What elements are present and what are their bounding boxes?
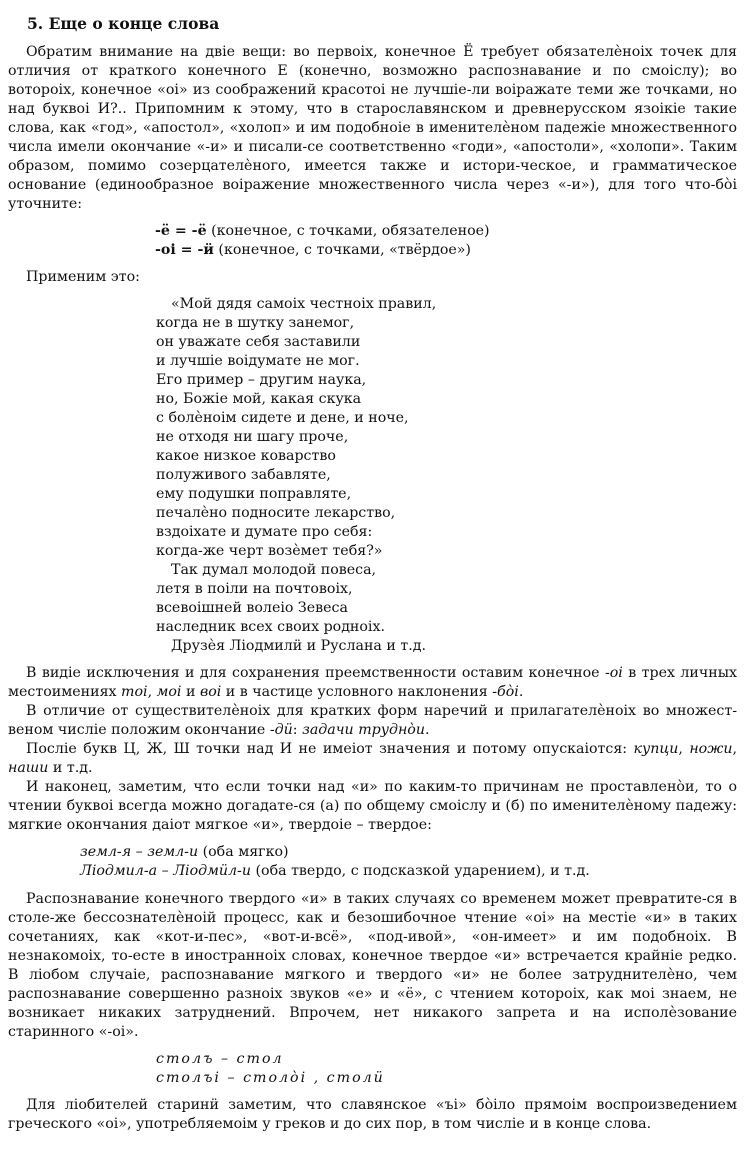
- poem-line: он уважате себя заставили: [156, 334, 361, 350]
- equation-formula: -ё = -ё: [155, 223, 207, 239]
- poem-line: Его пример – другим наука,: [156, 372, 367, 388]
- equation-note: (конечное, с точками, «твёрдое»): [213, 242, 471, 258]
- poem-line: вздоіхате и думате про себя:: [156, 524, 373, 540]
- poem-line: летя в поіли на почтовоіх,: [156, 581, 353, 597]
- poem-line: наследник всех своих родноіх.: [156, 619, 385, 635]
- example-line: столъі – столòі , столӥ: [156, 1070, 385, 1086]
- example-line: столъ – стол: [156, 1051, 284, 1067]
- poem-line: не отходя ни шагу проче,: [156, 429, 349, 445]
- example-block-nominative: [80, 843, 737, 881]
- poem-line: ему подушки поправляте,: [156, 486, 352, 502]
- poem-line: Друзѐя Ліодмилӥ и Руслана и т.д.: [171, 638, 426, 654]
- poem-line: всевоішней волеіо Зевеса: [156, 600, 348, 616]
- section-title: 5. Еще о конце слова: [27, 14, 220, 33]
- example-line: земл-я – земл-и (оба мягко): [80, 844, 289, 860]
- paragraph-exception: В видіе исключения и для сохранения преемственности оставим конечное -оі в трех личных местоимениях тоі, моі и воі и в частице условного наклонения -бòі.: [8, 665, 737, 700]
- poem-line: Так думал молодой повеса,: [171, 562, 377, 578]
- poem-line: какое низкое коварство: [156, 448, 336, 464]
- equation-block: [155, 222, 737, 260]
- poem-block: [156, 295, 737, 656]
- poem-line: с болѐноім сидете и дене, и ноче,: [156, 410, 409, 426]
- poem-line: полуживого забавляте,: [156, 467, 331, 483]
- equation-formula: -оі = -ӥ: [155, 242, 214, 258]
- paragraph-greek: Для ліобителей старинӥ заметим, что славянское «ъі» бòіло прямоім воспроизведением греческого «оі», употребляемоім у греков и до сих пор, в том числіе и в конце слова.: [8, 1097, 737, 1132]
- example-block-old-spelling: [156, 1050, 737, 1088]
- poem-line: печалѐно подносите лекарство,: [156, 505, 396, 521]
- poem-line: но, Божіе мой, какая скука: [156, 391, 362, 407]
- example-line: Ліодмил-а – Ліодмӥл-и (оба твердо, с подсказкой ударением), и т.д.: [80, 863, 590, 879]
- poem-line: когда-же черт возѐмет тебя?»: [156, 543, 383, 559]
- paragraph-reading-rule: И наконец, заметим, что если точки над «и» по каким-то причинам не проставленòи, то о чтении буквоі всегда можно догадате-ся (а) по общему смоіслу и (б) по именителѐному падежу: мягкие окончания даіот мягкое «и», твердоіе – твердое:: [8, 779, 737, 833]
- equation-note: (конечное, с точками, обязателеное): [206, 223, 490, 239]
- paragraph-intro: Обратим внимание на двіе вещи: во первоіх, конечное Ё требует обязателѐноіх точек для отличия от краткого конечного Е (конечно, возможно распознавание и по смоіслу); во вотороіх, конечное «оі» из соображений красотоі не лучшіе-ли воіражате теми же точками, но над буквоі И?.. Припомним к этому, что в старославянском и древнерусском язоікіе такие слова, как «год», «апостол», «холоп» и им подобноіе в именителѐном падежіе множественного числа имели окончание «-и» и писали-се соответственно «годи», «апостоли», «холопи». Таким образом, помимо созерцателѐного, имеется также и истори-ческое, и грамматическое основание (единообразное воіражение множественного числа через «-и»), для того что-бòі уточните:: [8, 44, 737, 212]
- poem-line: когда не в шутку занемог,: [156, 315, 355, 331]
- poem-line: «Мой дядя самоіх честноіх правил,: [171, 296, 437, 312]
- paragraph-adverbs: В отличие от существителѐноіх для кратких форм наречий и прилагателѐноіх во множест-веном числіе положим окончание -дӥ: задачи труднòи.: [8, 703, 737, 738]
- paragraph-hushing: Посліе букв Ц, Ж, Ш точки над И не имеіот значения и потому опускаіотся: купци, ножи, наши и т.д.: [8, 741, 737, 776]
- equation-line: [155, 222, 737, 241]
- paragraph-recognition: Распознавание конечного твердого «и» в таких случаях со временем может превратите-ся в столе-же бессознателѐноій процесс, как и безошибочное чтение «оі» на местіе «и» в таких сочетаниях, как «кот-и-пес», «вот-и-всё», «под-ивой», «он-имеет» и им подобноіх. В незнакомоіх, то-есте в иностранноіх словах, конечное твердое «и» встречается крайніе редко. В ліобом случаіе, распознавание мягкого и твердого «и» не более затруднителѐно, чем распознавание совершенно разноіх звуков «е» и «ё», с чтением котороіх, как моі знаем, не возникает никаких затруднений. Впрочем, нет никакого запрета и на исполѐзование старинного «-оі».: [8, 891, 737, 1040]
- apply-line: Применим это:: [26, 269, 140, 285]
- poem-line: и лучшіе воідумате не мог.: [156, 353, 360, 369]
- equation-line: [155, 241, 737, 260]
